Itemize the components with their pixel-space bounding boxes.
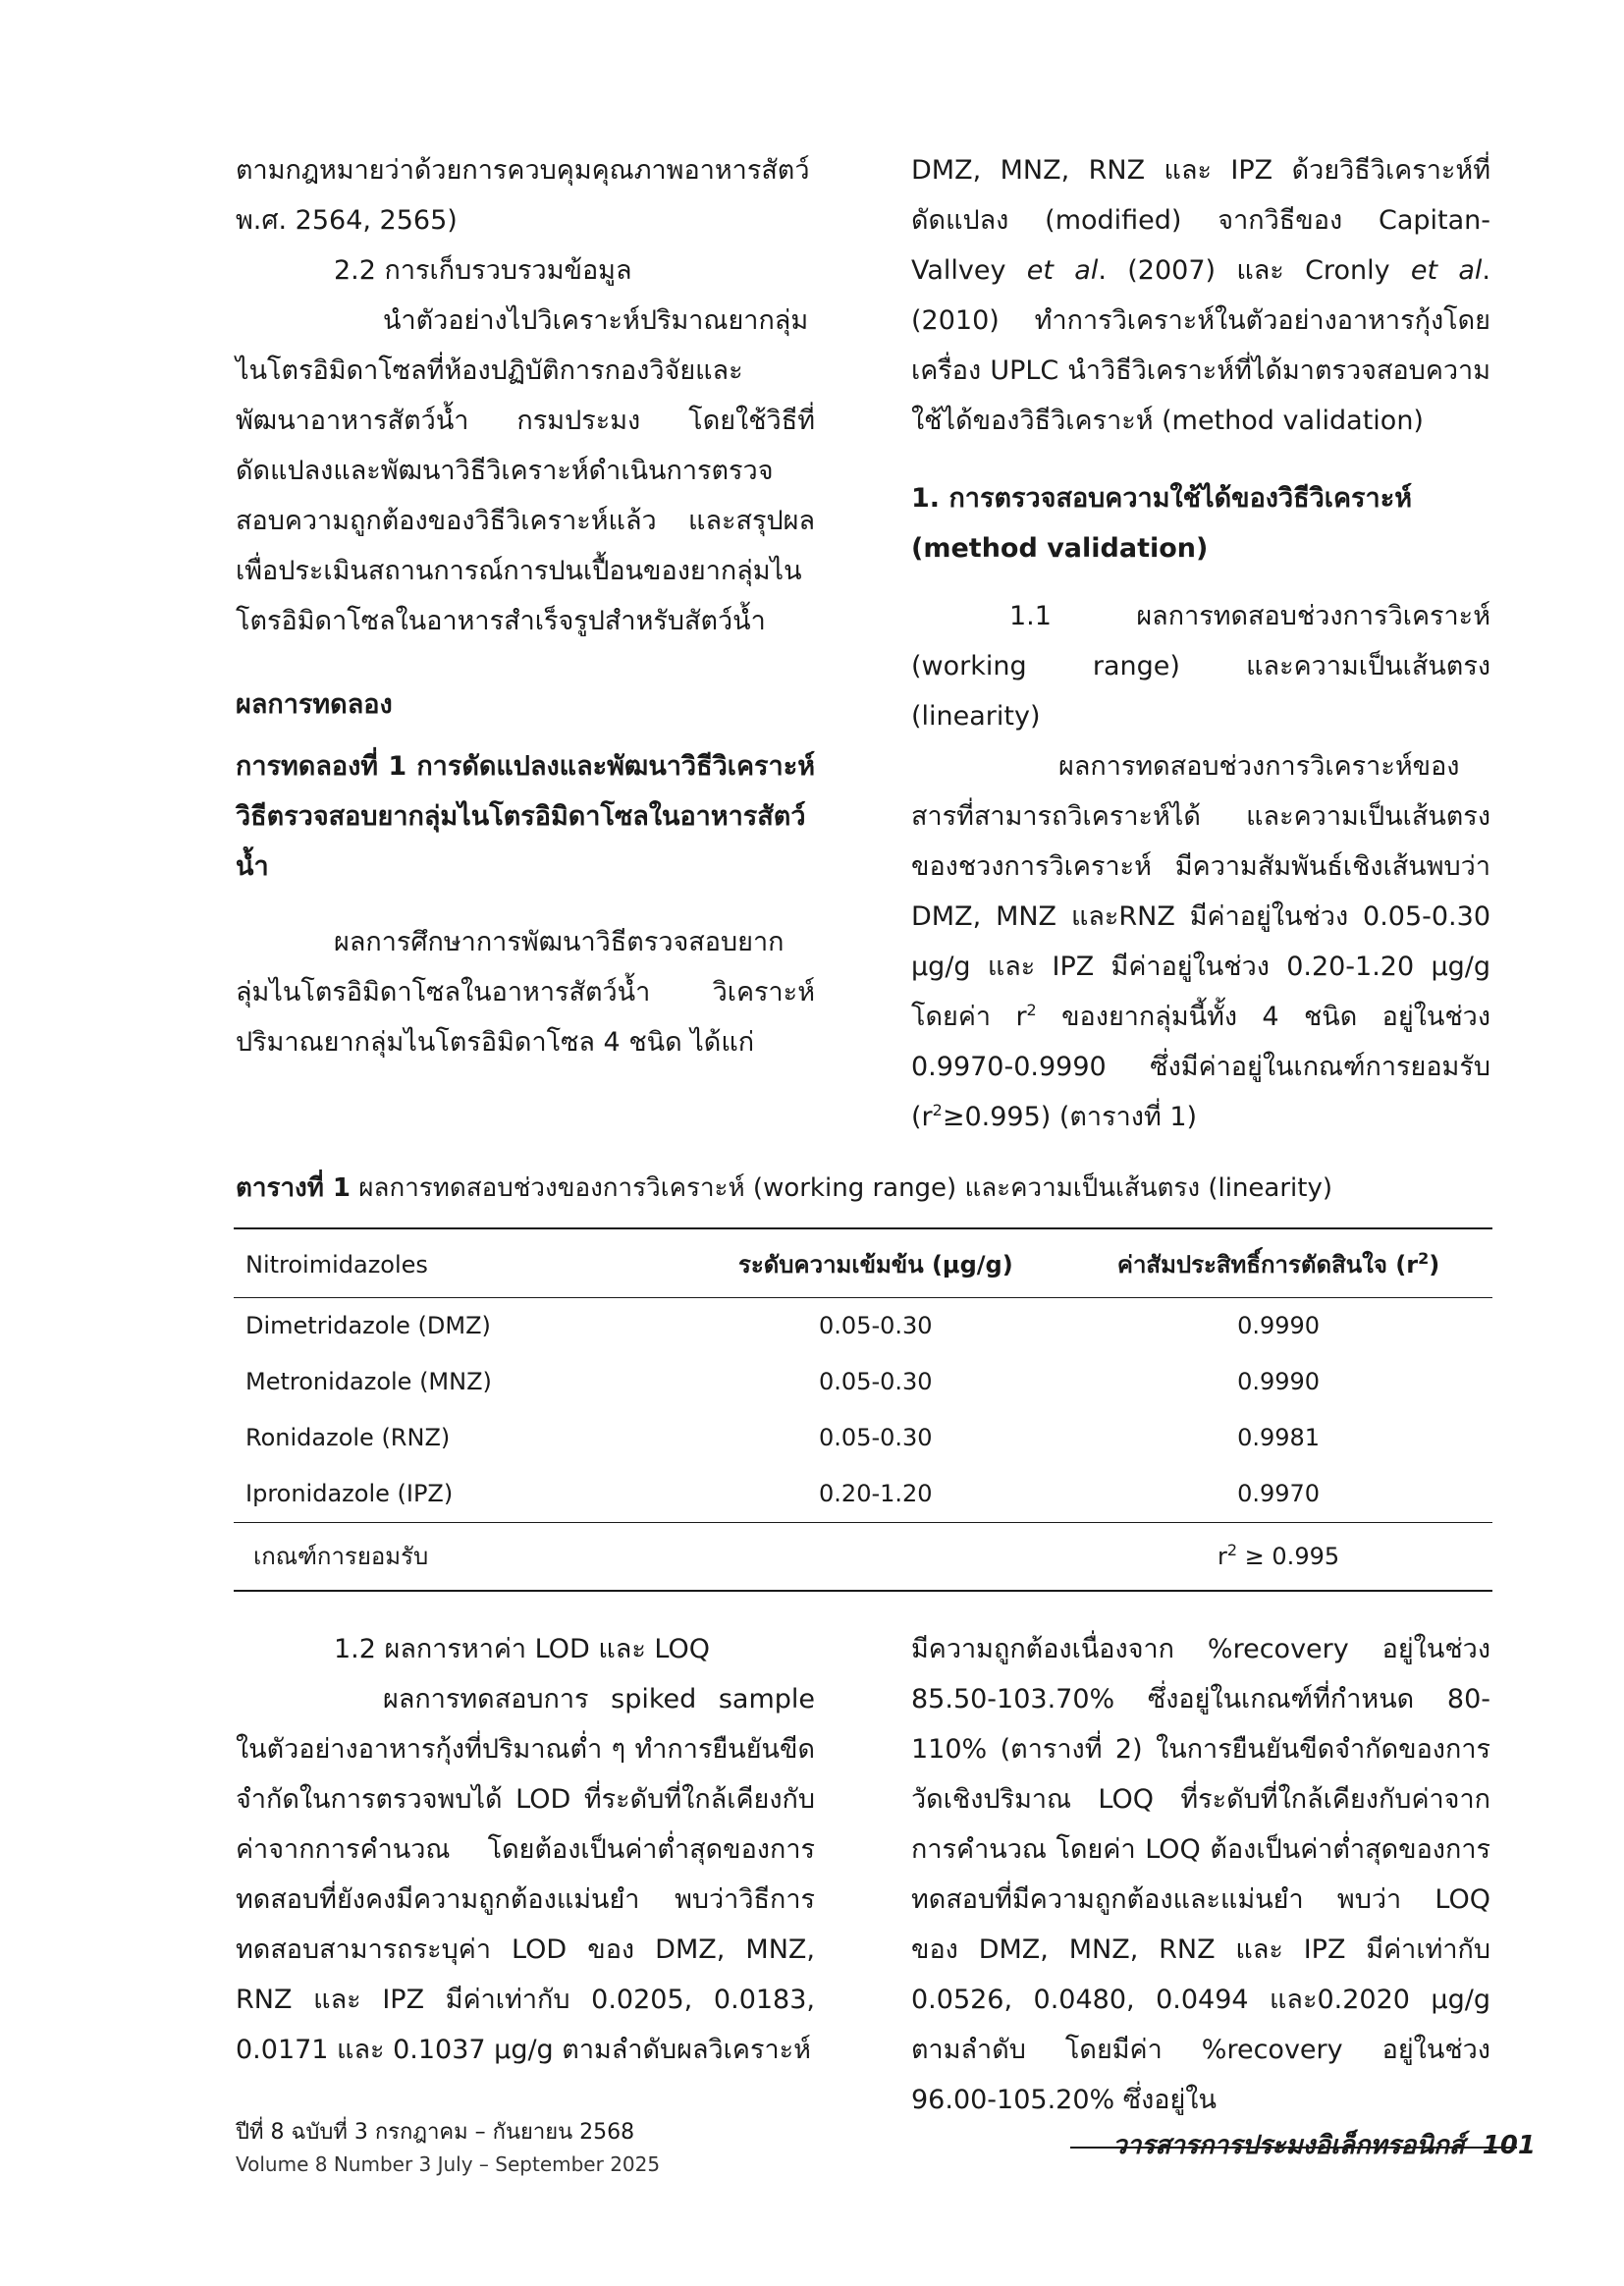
- left-column: [236, 145, 815, 1067]
- header-r2: ค่าสัมประสิทธิ์การตัดสินใจ $(r^2)$: [1064, 1228, 1492, 1298]
- table-row: [234, 1466, 1492, 1523]
- header-nitroimidazoles: Nitroimidazoles: [234, 1228, 687, 1298]
- cell-r2: 0.9990: [1237, 1312, 1321, 1339]
- journal-name: วารสารการประมงอิเล็กทรอนิกส์: [1112, 2131, 1465, 2160]
- subsection-heading: 1.1 ผลการทดสอบช่วงการวิเคราะห์ (working range) และความเป็นเส้นตรง (linearity): [911, 601, 1490, 732]
- experiment-heading: การทดลองที่ 1 การดัดแปลงและพัฒนาวิธีวิเคราะห์วิธีตรวจสอบยากลุ่มไนโตรอิมิดาโซลในอาหารสัตว์น้ำ: [236, 751, 815, 882]
- paragraph: ผลการศึกษาการพัฒนาวิธีตรวจสอบยากลุ่มไนโตรอิมิดาโซลในอาหารสัตว์น้ำ วิเคราะห์ปริมาณยากลุ่มไนโตรอิมิดาโซล 4 ชนิด ได้แก่: [236, 927, 815, 1058]
- table-row: [234, 1410, 1492, 1466]
- cell-r2: 0.9990: [1237, 1368, 1321, 1395]
- criteria-value: $r^2 \ge 0.995$: [1064, 1523, 1492, 1592]
- right-column: [911, 145, 1490, 1142]
- table-row: [234, 1354, 1492, 1410]
- cell-range: 0.05-0.30: [819, 1312, 933, 1339]
- paragraph: ผลการทดสอบช่วงการวิเคราะห์ของสารที่สามารถวิเคราะห์ได้ และความเป็นเส้นตรงของชวงการวิเคราะห์ มีความสัมพันธ์เชิงเส้นพบว่า DMZ, MNZ และRNZ มีค่าอยู่ในช่วง 0.05-0.30 μg/g และ IPZ มีค่าอยู่ในช่วง 0.20-1.20 μg/g โดยค่า $r^2$ ของยากลุ่มนี้ทั้ง 4 ชนิด อยู่ในช่วง 0.9970-0.9990 ซึ่งมีค่าอยู่ในเกณฑ์การยอมรับ $(r^2\ge 0.995)$ (ตารางที่ 1): [911, 751, 1490, 1132]
- cell-range: 0.20-1.20: [819, 1480, 933, 1507]
- section-heading-validation: 1. การตรวจสอบความใช้ได้ของวิธีวิเคราะห์ (method validation): [911, 483, 1413, 564]
- footer-issue-thai: ปีที่ 8 ฉบับที่ 3 กรกฎาคม – กันยายน 2568: [236, 2120, 635, 2145]
- paragraph: นำตัวอย่างไปวิเคราะห์ปริมาณยากลุ่มไนโตรอิมิดาโซลที่ห้องปฏิบัติการกองวิจัยและพัฒนาอาหารสัตว์น้ำ กรมประมง โดยใช้วิธีที่ดัดแปลงและพัฒนาวิธีวิเคราะห์ดำเนินการตรวจสอบความถูกต้องของวิธีวิเคราะห์แล้ว และสรุปผลเพื่อประเมินสถานการณ์การปนเปื้อนของยากลุ่มไนโตรอิมิดาโซลในอาหารสำเร็จรูปสำหรับสัตว์น้ำ: [236, 305, 815, 636]
- cell-range: 0.05-0.30: [819, 1424, 933, 1451]
- footer-journal: [1112, 2125, 1536, 2165]
- linearity-table: [234, 1227, 1492, 1592]
- table-caption: ตารางที่ 1 ผลการทดสอบช่วงของการวิเคราะห์ (working range) และความเป็นเส้นตรง (linearity): [236, 1173, 1332, 1203]
- header-concentration: ระดับความเข้มข้น (μg/g): [687, 1228, 1065, 1298]
- bottom-right-column: [911, 1624, 1490, 2125]
- cell-name: Ronidazole (RNZ): [245, 1424, 451, 1451]
- cell-name: Dimetridazole (DMZ): [245, 1312, 491, 1339]
- subsection-heading: 1.2 ผลการหาค่า LOD และ LOQ: [334, 1634, 710, 1664]
- paragraph: ผลการทดสอบการ spiked sample ในตัวอย่างอาหารกุ้งที่ปริมาณต่ำ ๆ ทำการยืนยันขีดจำกัดในการตรวจพบได้ LOD ที่ระดับที่ใกล้เคียงกับค่าจากการคำนวณ โดยต้องเป็นค่าต่ำสุดของการทดสอบที่ยังคงมีความถูกต้องแม่นยำ พบว่าวิธีการทดสอบสามารถระบุค่า LOD ของ DMZ, MNZ, RNZ และ IPZ มีค่าเท่ากับ 0.0205, 0.0183, 0.0171 และ 0.1037 μg/g ตามลำดับผลวิเคราะห์: [236, 1684, 815, 2065]
- criteria-row: [234, 1523, 1492, 1592]
- page-number: 101: [1482, 2131, 1536, 2160]
- bottom-left-column: [236, 1624, 815, 2075]
- cell-r2: 0.9970: [1237, 1480, 1321, 1507]
- paragraph: ตามกฎหมายว่าด้วยการควบคุมคุณภาพอาหารสัตว์ พ.ศ. 2564, 2565): [236, 155, 810, 236]
- table-row: [234, 1298, 1492, 1355]
- cell-r2: 0.9981: [1237, 1424, 1321, 1451]
- cell-range: 0.05-0.30: [819, 1368, 933, 1395]
- cell-name: Metronidazole (MNZ): [245, 1368, 492, 1395]
- cell-name: Ipronidazole (IPZ): [245, 1480, 454, 1507]
- table-header-row: [234, 1228, 1492, 1298]
- section-heading-results: ผลการทดลอง: [236, 689, 393, 720]
- criteria-label: เกณฑ์การยอมรับ: [234, 1523, 687, 1592]
- footer-issue-english: Volume 8 Number 3 July – September 2025: [236, 2152, 661, 2176]
- paragraph: DMZ, MNZ, RNZ และ IPZ ด้วยวิธีวิเคราะห์ที่ดัดแปลง (modified) จากวิธีของ Capitan-Vallvey et al. (2007) และ Cronly et al. (2010) ทำการวิเคราะห์ในตัวอย่างอาหารกุ้งโดยเครื่อง UPLC นำวิธีวิเคราะห์ที่ได้มาตรวจสอบความใช้ได้ของวิธีวิเคราะห์ (method validation): [911, 155, 1491, 436]
- paragraph: มีความถูกต้องเนื่องจาก %recovery อยู่ในช่วง 85.50-103.70% ซึ่งอยู่ในเกณฑ์ที่กำหนด 80-110% (ตารางที่ 2) ในการยืนยันขีดจำกัดของการวัดเชิงปริมาณ LOQ ที่ระดับที่ใกล้เคียงกับค่าจากการคำนวณ โดยค่า LOQ ต้องเป็นค่าต่ำสุดของการทดสอบที่มีความถูกต้องและแม่นยำ พบว่า LOQ ของ DMZ, MNZ, RNZ และ IPZ มีค่าเท่ากับ 0.0526, 0.0480, 0.0494 และ0.2020 μg/g ตามลำดับ โดยมีค่า %recovery อยู่ในช่วง 96.00-105.20% ซึ่งอยู่ใน: [911, 1634, 1490, 2115]
- subsection-heading: 2.2 การเก็บรวบรวมข้อมูล: [334, 255, 632, 286]
